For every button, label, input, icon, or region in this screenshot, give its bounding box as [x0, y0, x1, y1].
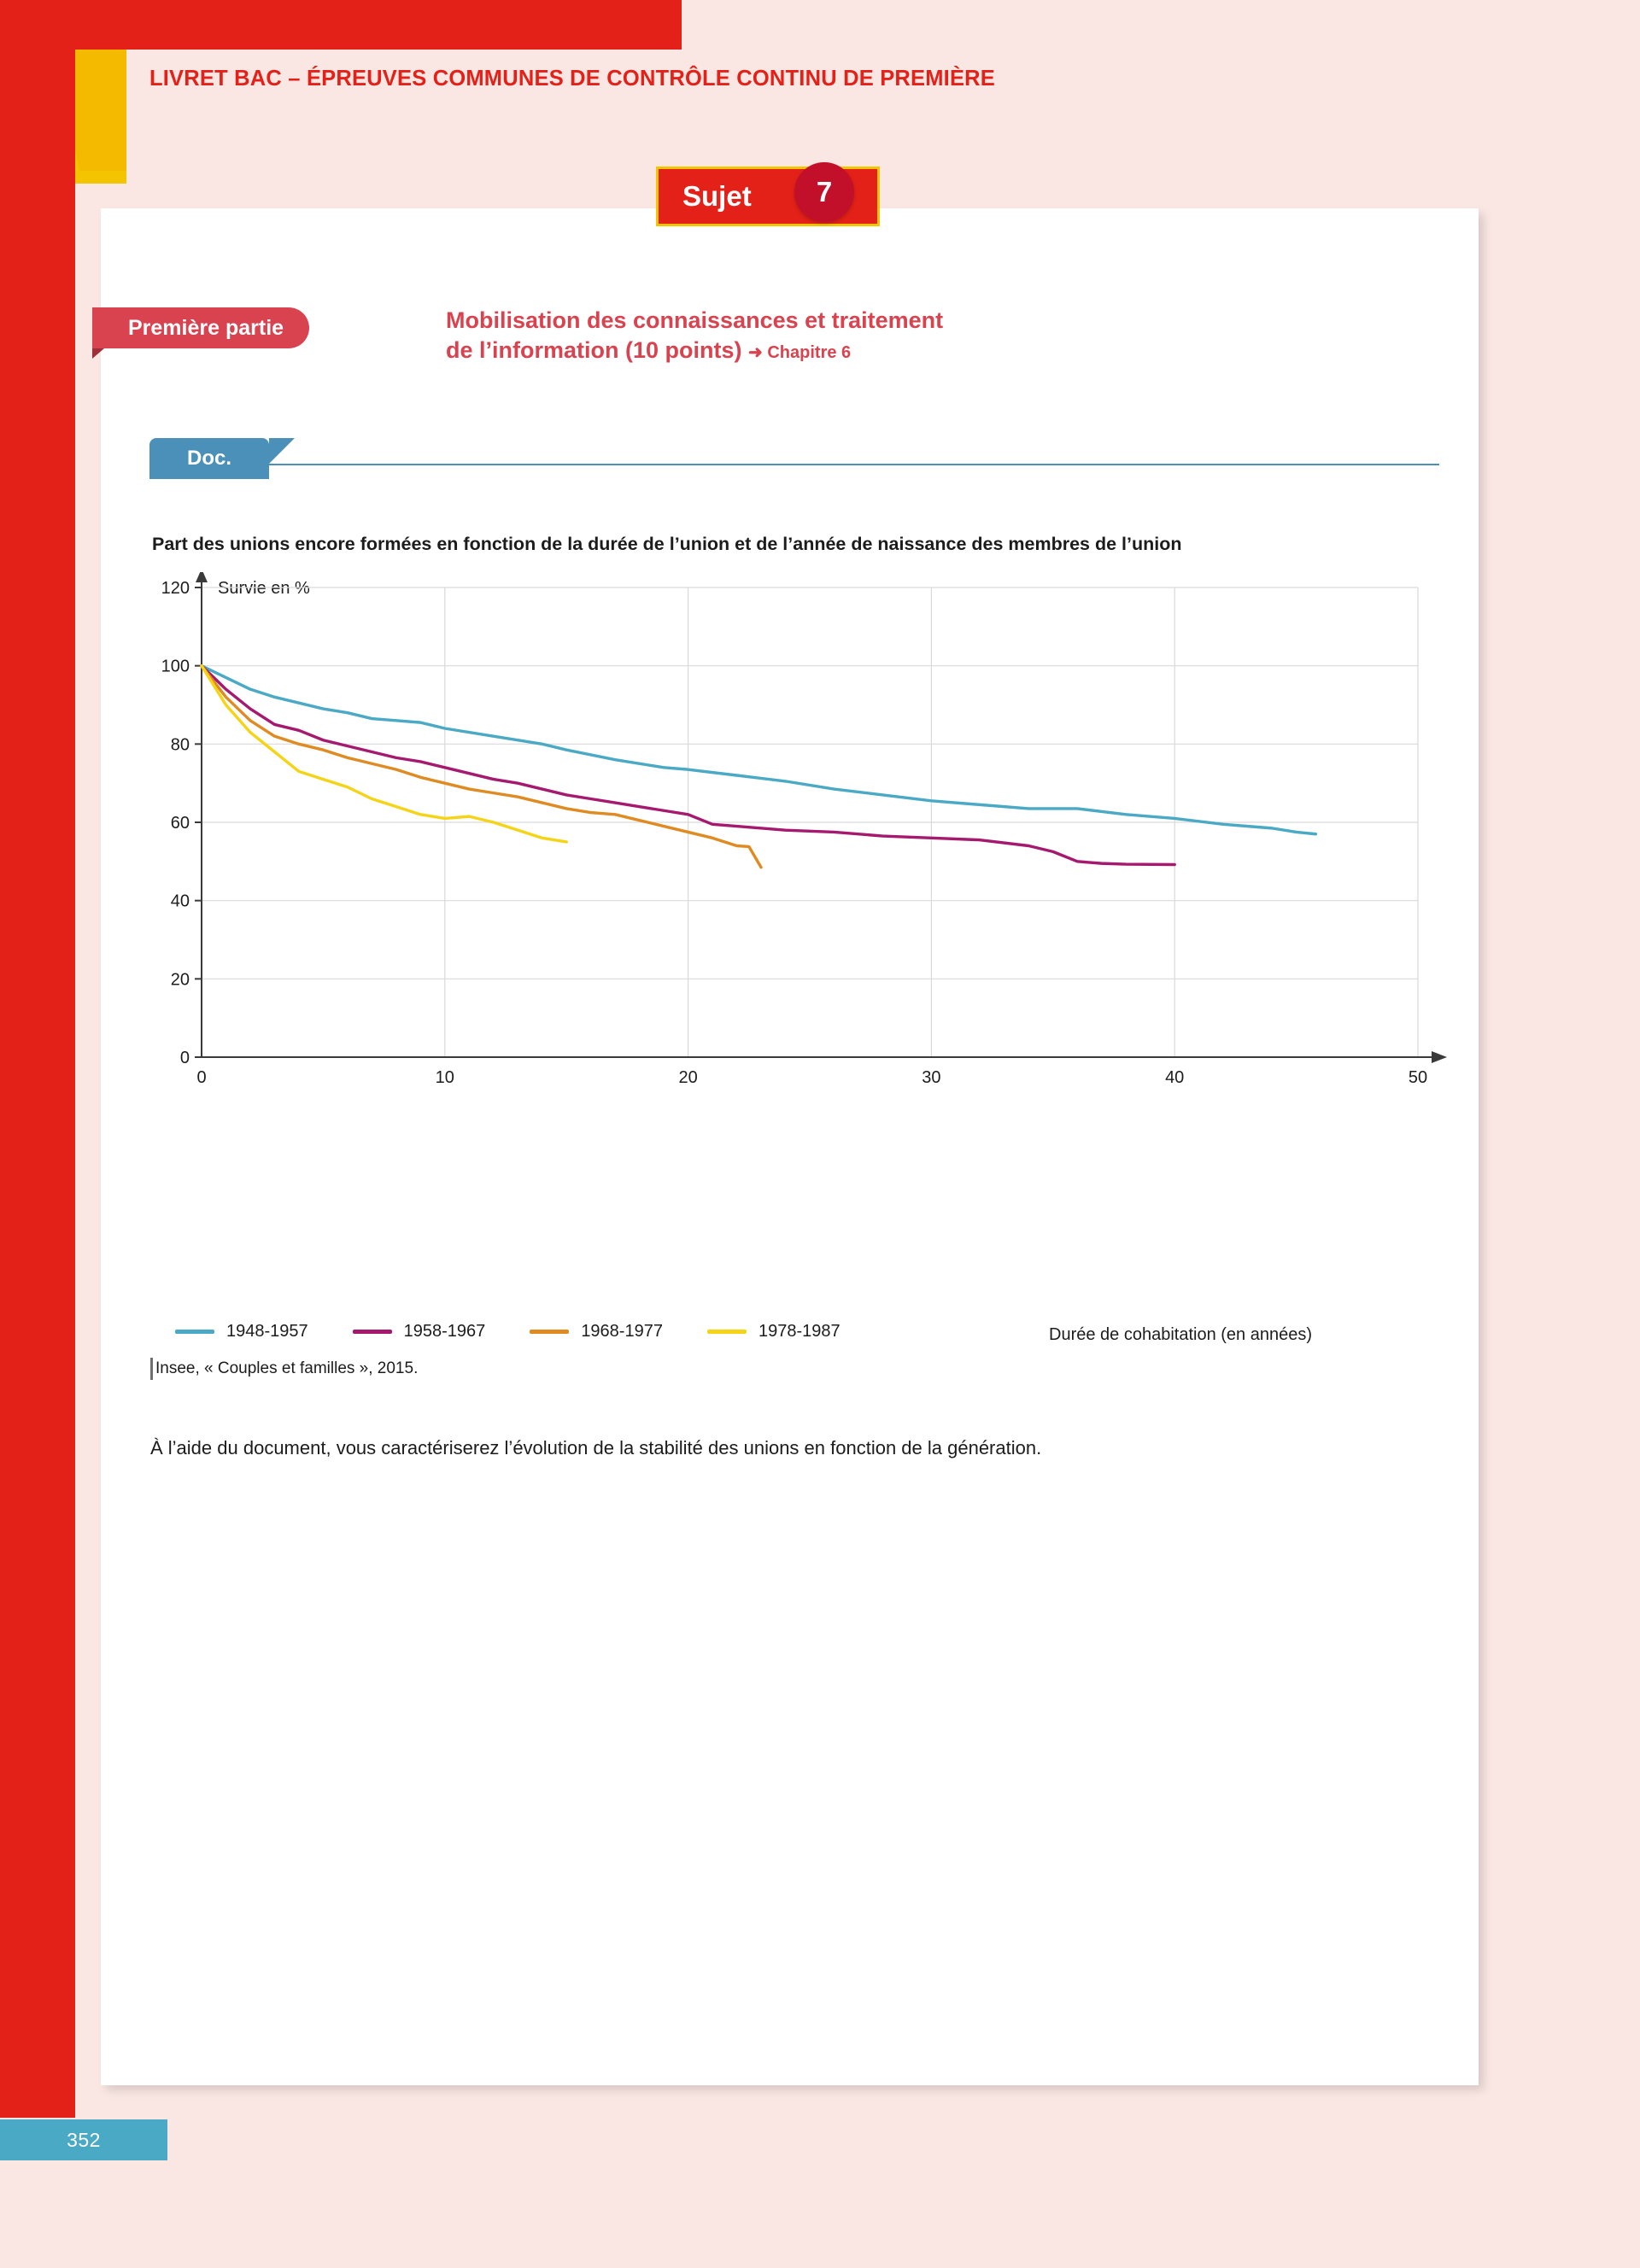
- legend-label: 1948-1957: [226, 1322, 308, 1341]
- svg-text:50: 50: [1408, 1068, 1428, 1087]
- legend-swatch: [530, 1330, 569, 1334]
- chart-title: Part des unions encore formées en fonction de la durée de l’union et de l’année de naissance des membres de l’union: [152, 534, 1182, 554]
- left-red-sidebar: [0, 0, 75, 2118]
- content-card: [101, 208, 1479, 2085]
- legend-item: [353, 1322, 486, 1342]
- chapter-reference: ➜ Chapitre 6: [748, 343, 852, 363]
- doc-tab: Doc.: [149, 438, 269, 479]
- chart-y-axis-label: Survie en %: [218, 579, 310, 598]
- source-marker: [150, 1358, 153, 1380]
- partie-title-line2: de l’information (10 points): [446, 337, 742, 364]
- svg-text:100: 100: [161, 657, 190, 676]
- svg-text:0: 0: [179, 1049, 190, 1067]
- doc-tab-pointer-icon: [269, 438, 295, 464]
- top-red-band: [75, 0, 682, 50]
- sujet-label: Sujet: [682, 180, 752, 212]
- chart-x-axis-label: Durée de cohabitation (en années): [1049, 1325, 1312, 1344]
- legend-label: 1978-1987: [758, 1322, 840, 1341]
- svg-text:20: 20: [678, 1068, 698, 1087]
- svg-text:60: 60: [170, 814, 190, 833]
- legend-item: [175, 1322, 308, 1342]
- sujet-number-badge: 7: [794, 162, 854, 222]
- page-header-title: LIVRET BAC – ÉPREUVES COMMUNES DE CONTRÔLE CONTINU DE PREMIÈRE: [149, 67, 995, 91]
- svg-text:30: 30: [922, 1068, 941, 1087]
- legend-swatch: [353, 1330, 392, 1334]
- svg-text:40: 40: [1165, 1068, 1185, 1087]
- doc-divider: [269, 464, 1439, 465]
- chart-legend: [175, 1322, 885, 1342]
- legend-label: 1968-1977: [581, 1322, 663, 1341]
- svg-text:80: 80: [170, 735, 190, 755]
- legend-item: [707, 1322, 840, 1342]
- page-number-tab: 352: [0, 2119, 167, 2160]
- partie-title: [446, 306, 1334, 365]
- legend-swatch: [175, 1330, 214, 1334]
- svg-text:20: 20: [170, 970, 190, 990]
- partie-title-line1: Mobilisation des connaissances et traitement: [446, 307, 944, 333]
- legend-label: 1958-1967: [403, 1322, 486, 1341]
- partie-badge: Première partie: [92, 307, 309, 348]
- chart-source: Insee, « Couples et familles », 2015.: [155, 1359, 419, 1377]
- legend-swatch: [707, 1330, 747, 1334]
- svg-text:0: 0: [196, 1068, 207, 1087]
- legend-item: [530, 1322, 663, 1342]
- svg-text:10: 10: [435, 1068, 454, 1087]
- svg-text:40: 40: [170, 891, 190, 911]
- svg-text:120: 120: [161, 579, 190, 598]
- line-chart: [152, 572, 1450, 1110]
- question-text: À l’aide du document, vous caractériserez l’évolution de la stabilité des unions en fonction de la génération.: [150, 1437, 1042, 1458]
